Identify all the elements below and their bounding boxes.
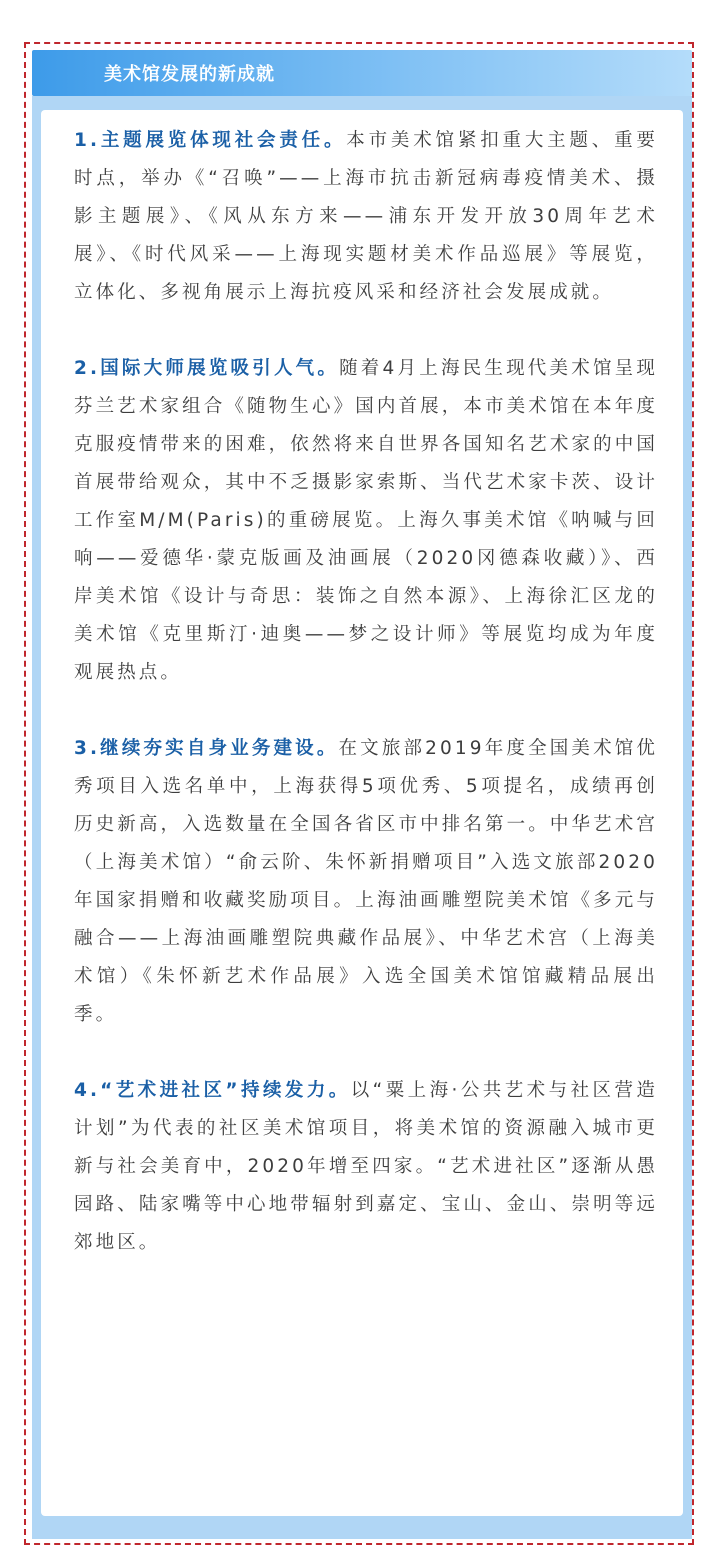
content-card bbox=[41, 110, 683, 1516]
paragraph-4 bbox=[74, 1072, 658, 1262]
paragraph-2 bbox=[74, 350, 658, 692]
paragraph-3 bbox=[74, 730, 658, 1034]
paragraph-3-text: 在文旅部2019年度全国美术馆优秀项目入选名单中，上海获得5项优秀、5项提名，成绩再创历史新高，入选数量在全国各省区市中排名第一。中华艺术宫（上海美术馆）“俞云阶、朱怀新捐赠项目”入选文旅部2020年国家捐赠和收藏奖励项目。上海油画雕塑院美术馆《多元与融合——上海油画雕塑院典藏作品展》、中华艺术宫（上海美术馆）《朱怀新艺术作品展》入选全国美术馆馆藏精品展出季。 bbox=[74, 738, 659, 1025]
paragraph-4-text: 以“粟上海·公共艺术与社区营造计划”为代表的社区美术馆项目，将美术馆的资源融入城市更新与社会美育中，2020年增至四家。“艺术进社区”逐渐从愚园路、陆家嘴等中心地带辐射到嘉定、宝山、金山、崇明等远郊地区。 bbox=[74, 1080, 658, 1253]
article-body bbox=[74, 122, 658, 1262]
paragraph-2-text: 随着4月上海民生现代美术馆呈现芬兰艺术家组合《随物生心》国内首展，本市美术馆在本年度克服疫情带来的困难，依然将来自世界各国知名艺术家的中国首展带给观众，其中不乏摄影家索斯、当代艺术家卡茨、设计工作室M/M(Paris)的重磅展览。上海久事美术馆《呐喊与回响——爱德华·蒙克版画及油画展（2020冈德森收藏）》、西岸美术馆《设计与奇思：装饰之自然本源》、上海徐汇区龙的美术馆《克里斯汀·迪奥——梦之设计师》等展览均成为年度观展热点。 bbox=[74, 358, 658, 683]
paragraph-1-text: 本市美术馆紧扣重大主题、重要时点，举办《“召唤”——上海市抗击新冠病毒疫情美术、摄影主题展》、《风从东方来——浦东开发开放30周年艺术展》、《时代风采——上海现实题材美术作品巡展》等展览，立体化、多视角展示上海抗疫风采和经济社会发展成就。 bbox=[74, 130, 659, 303]
content-panel bbox=[32, 96, 692, 1539]
section-title: 美术馆发展的新成就 bbox=[104, 64, 275, 85]
paragraph-1-heading: 1.主题展览体现社会责任。 bbox=[74, 130, 347, 151]
paragraph-2-heading: 2.国际大师展览吸引人气。 bbox=[74, 358, 340, 379]
paragraph-4-heading: 4.“艺术进社区”持续发力。 bbox=[74, 1080, 351, 1101]
section-header bbox=[32, 50, 692, 96]
paragraph-1 bbox=[74, 122, 658, 312]
paragraph-3-heading: 3.继续夯实自身业务建设。 bbox=[74, 738, 339, 759]
